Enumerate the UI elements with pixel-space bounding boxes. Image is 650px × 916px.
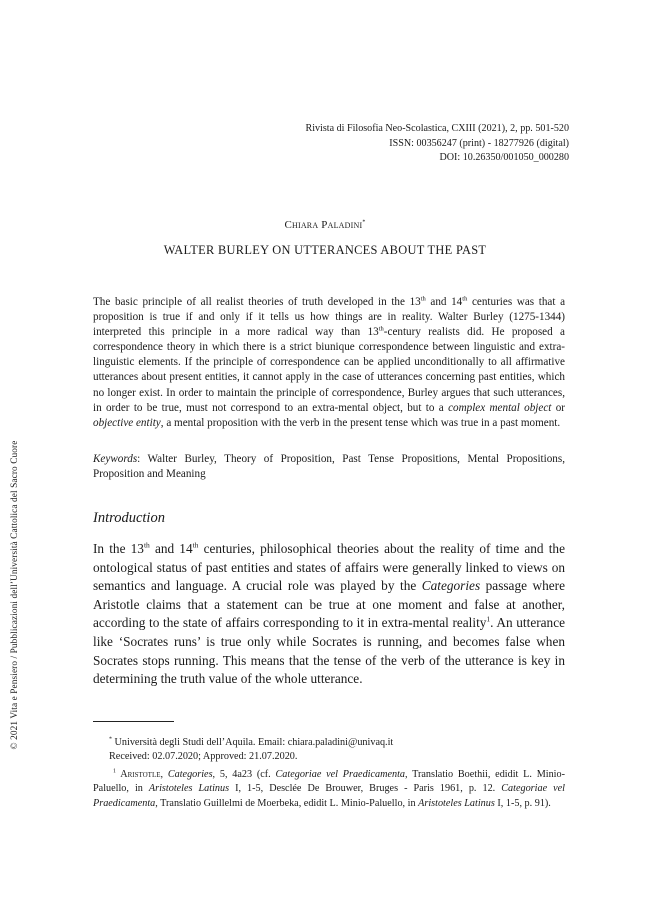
footnote-1 xyxy=(93,768,565,811)
abstract-text: and 14 xyxy=(425,296,463,308)
superscript: th xyxy=(462,295,468,303)
footnote-title: Categories xyxy=(167,769,213,780)
footnote-divider xyxy=(93,721,174,722)
abstract-text: or xyxy=(551,401,565,414)
keywords-text: : Walter Burley, Theory of Proposition, Past Tense Propositions, Mental Propositions, Proposition and Meaning xyxy=(93,453,565,481)
footnote-text: , 5, 4a23 (cf. xyxy=(212,769,276,780)
body-text: and 14 xyxy=(149,541,193,556)
superscript: th xyxy=(378,325,384,333)
footnote-author: Aristotle xyxy=(116,769,161,780)
abstract-emphasis: objective entity xyxy=(93,416,161,429)
footnote-title: Aristoteles Latinus xyxy=(418,797,495,809)
footnote-title: Categoriae vel Praedicamenta xyxy=(275,769,405,780)
footnote-title: Aristoteles Latinus xyxy=(148,783,230,795)
footnote-text: , xyxy=(160,769,168,780)
abstract-text: , a mental proposition with the verb in the present tense which was true in a past moment. xyxy=(160,416,561,429)
abstract-text: The basic principle of all realist theories of truth developed in the 13 xyxy=(93,296,421,308)
body-text: passage where Aristotle claims that a statement can be true at one moment and false at another, according to the state of affairs corresponding to it in extra-mental reality xyxy=(93,578,565,631)
abstract-text: centuries was that a proposition is true if and only if it tells us how things are in reality. Walter Burley (1275-1344) interpreted this principle in a more radical way than 13 xyxy=(93,296,566,339)
footnote-text: Università degli Studi dell’Aquila. Email: chiara.paladini@univaq.it xyxy=(112,737,394,748)
footnote-text: I, 1-5, p. 91). xyxy=(494,797,551,809)
superscript: th xyxy=(192,540,199,550)
abstract-emphasis: complex mental object xyxy=(448,401,552,414)
author-name: Chiara Paladini xyxy=(284,219,363,231)
author-footnote-mark[interactable]: * xyxy=(362,219,366,226)
body-text: In the 13 xyxy=(93,541,144,556)
footnote-ref[interactable]: 1 xyxy=(486,614,491,624)
footnote-mark: * xyxy=(109,736,112,743)
section-heading: Introduction xyxy=(93,510,165,526)
copyright-notice: © 2021 Vita e Pensiero / Pubblicazioni dell’Università Cattolica del Sacro Cuore xyxy=(10,440,20,750)
footnote-text: , Translatio Boethii, edidit L. Minio-Paluello, in xyxy=(93,769,565,795)
keywords-label: Keywords xyxy=(93,453,138,465)
body-text: . An utterance like ‘Socrates runs’ is true only while Socrates is running, and becomes false when Socrates stops running. This means that the tense of the verb of the utterance is key in determining the truth value of the whole utterance. xyxy=(93,615,565,687)
footnote-mark: 1 xyxy=(113,768,116,775)
body-emphasis: Categories xyxy=(421,578,481,594)
abstract xyxy=(93,295,565,431)
author-affiliation xyxy=(109,736,565,750)
superscript: th xyxy=(420,295,426,303)
journal-citation: Rivista di Filosofia Neo-Scolastica, CXIII (2021), 2, pp. 501-520 xyxy=(305,123,569,134)
footnote-text: , Translatio Guillelmi de Moerbeka, edidit L. Minio-Paluello, in xyxy=(155,797,419,809)
article-author xyxy=(0,219,650,231)
journal-doi: DOI: 10.26350/001050_000280 xyxy=(439,152,569,164)
author-footnote xyxy=(93,736,565,765)
footnote-text: I, 1-5, Desclée De Brouwer, Bruges - Paris 1961, p. 12. xyxy=(229,783,502,795)
intro-paragraph xyxy=(93,540,565,689)
superscript: th xyxy=(143,540,150,550)
journal-info xyxy=(305,122,569,166)
body-text: centuries, philosophical theories about the reality of time and the ontological status of past entities and states of affairs were generally linked to views on semantics and language. A crucial role was played by the xyxy=(93,541,565,594)
article-title: WALTER BURLEY ON UTTERANCES ABOUT THE PAST xyxy=(163,243,487,257)
keywords xyxy=(93,452,565,482)
abstract-text: -century realists did. He proposed a correspondence theory in which there is a strict biunique correspondence between linguistic and extra-linguistic elements. If the principle of correspondence can be applied unconditionally to all affirmative utterances about present entities, it cannot apply in the case of utterances concerning past entities, which no longer exist. In order to maintain the principle of correspondence, Burley argues that such utterances, in order to be true, must not correspond to an extra-mental object, but to a xyxy=(93,326,565,414)
journal-issn: ISSN: 00356247 (print) - 18277926 (digital) xyxy=(389,137,569,149)
footnote-title: Categoriae vel Praedicamenta xyxy=(93,783,565,809)
received-dates: Received: 02.07.2020; Approved: 21.07.2020. xyxy=(109,751,298,763)
